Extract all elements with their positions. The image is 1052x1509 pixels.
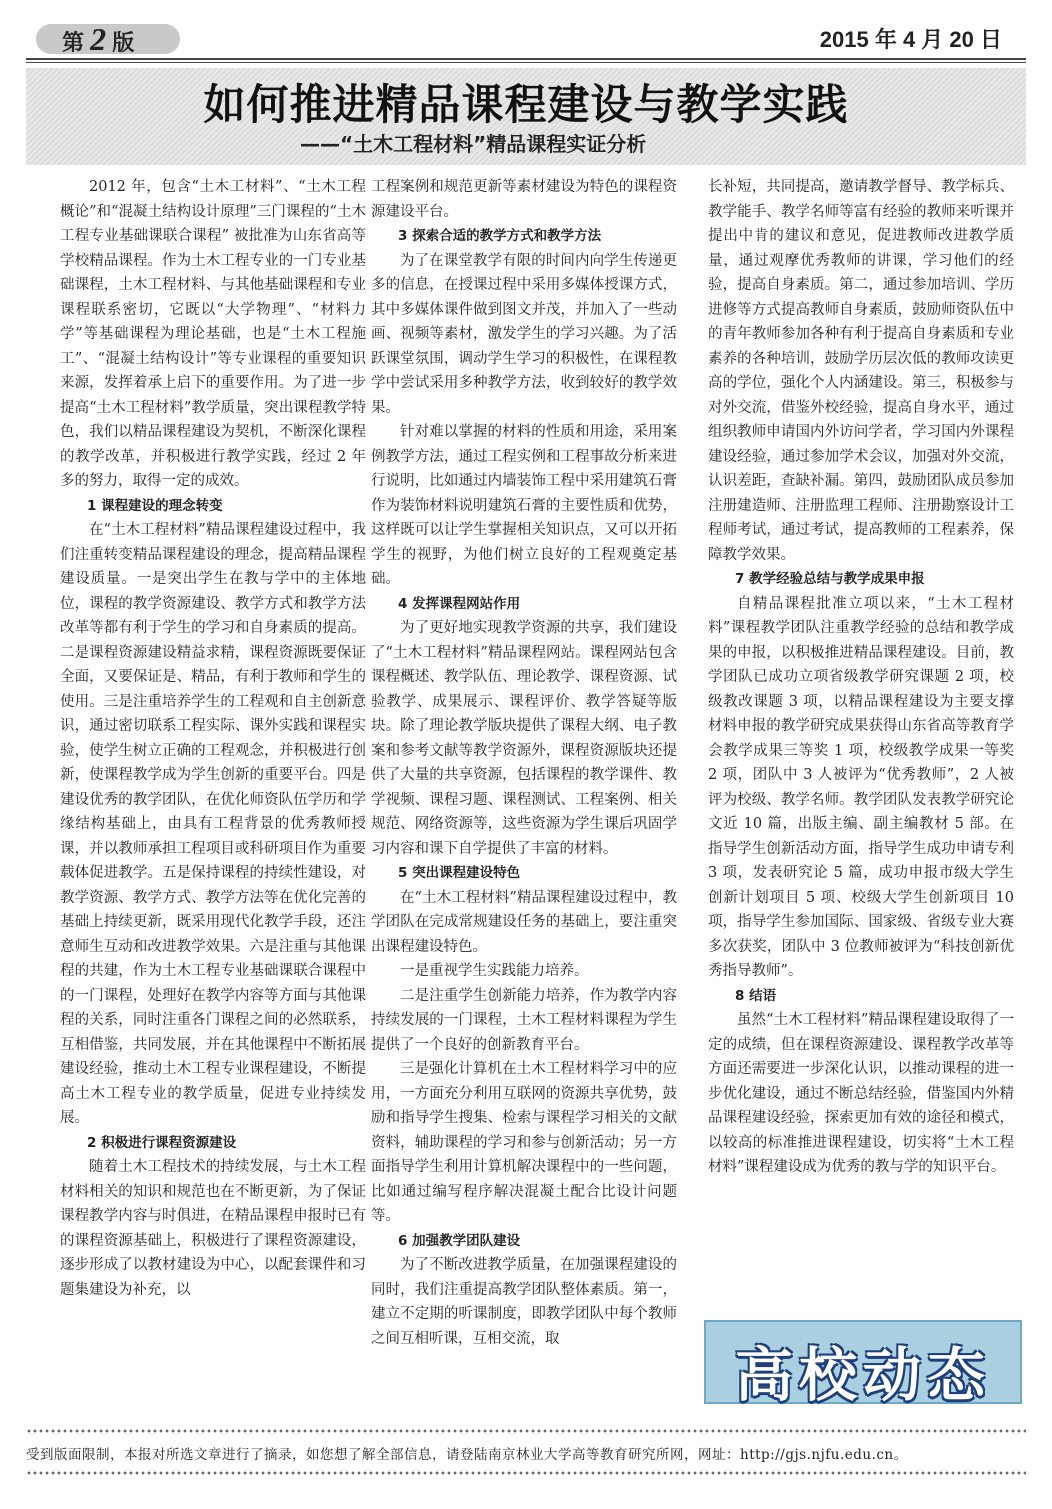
page-header [0, 0, 1052, 60]
section-heading-1: 1 课程建设的理念转变 [87, 497, 223, 514]
paragraph: 为了更好地实现教学资源的共享，我们建设了“土木工程材料”精品课程网站。课程网站包含课程概述、教学队伍、理论教学、课程资源、试验教学、成果展示、课程评价、教学答疑等版块。除了理论教学版块提供了课程大纲、电子教案和参考文献等教学资源外，课程资源版块还提供了大量的共享资源，包括课程的教学课件、教学视频、课程习题、课程测试、工程案例、相关规范、网络资源等，这些资源为学生课后巩固学习内容和课下自学提供了丰富的材料。 [371, 620, 677, 857]
article-subtitle: ——“土木工程材料”精品课程实证分析 [300, 132, 647, 156]
section-heading-5: 5 突出课程建设特色 [398, 865, 521, 881]
paragraph: 三是强化计算机在土木工程材料学习中的应用，一方面充分利用互联网的资源共享优势，鼓励和指导学生搜集、检索与课程学习相关的文献资料，辅助课程的学习和参与创新活动；另一方面指导学生利用计算机解决课程中的一些问题，比如通过编写程序解决混凝土配合比设计问题等。 [371, 1061, 677, 1224]
paragraph: 为了不断改进教学质量，在加强课程建设的同时，我们注重提高教学团队整体素质。第一，建立不定期的听课制度，即教学团队中每个教师之间互相听课，互相交流，取 [371, 1257, 677, 1347]
section-heading-4: 4 发挥课程网站作用 [398, 595, 521, 612]
paragraph: 自精品课程批准立项以来，“土木工程材料”课程教学团队注重教学经验的总结和教学成果的申报，以积极推进精品课程建设。目前，教学团队已成功立项省级教学研究课题 2 项，校级教改课题 3 项，以精品课程建设为主要支撑材料申报的教学研究成果获得山东省高等教育学会教学成果三等奖 1 项，校级教学成果一等奖 2 项，团队中 3 人被评为“优秀教师”，2 人被评为校级、教学名师。教学团队发表教学研究论文近 10 篇，出版主编、副主编教材 5 部。在指导学生创新活动方面，指导学生成功申请专利 3 项，发表研究论 5 篇，成功申报市级大学生创新计划项目 5 项、校级大学生创新项目 10 项，指导学生参加国际、国家级、省级专业大赛多次获奖，团队中 3 位教师被评为“科技创新优秀指导教师”。 [708, 595, 1014, 979]
edition-label: 第 2 版 [62, 21, 135, 57]
header-rule [26, 58, 1026, 60]
section-heading-2: 2 积极进行课程资源建设 [87, 1134, 237, 1151]
issue-date: 2015 年 4 月 20 日 [819, 27, 1002, 52]
header-rule-thin [26, 62, 1026, 63]
column-3 [708, 175, 1014, 1180]
section-heading-8: 8 结语 [735, 987, 777, 1004]
footer-divider-bottom [26, 1470, 1026, 1476]
paragraph: 在“土木工程材料”精品课程建设过程中，教学团队在完成常规建设任务的基础上，要注重突出课程建设特色。 [371, 889, 677, 955]
footer-divider [26, 1428, 1026, 1434]
paragraph: 长补短，共同提高，邀请教学督导、教学标兵、教学能手、教学名师等富有经验的教师来听课并提出中肯的建议和意见，促进教师改进教学质量，通过观摩优秀教师的讲课，学习他们的经验，提高自身素质。第二，通过参加培训、学历进修等方式提高教师自身素质，鼓励师资队伍中的青年教师参加各种有利于提高自身素质和专业素养的各种培训，鼓励学历层次低的教师攻读更高的学位，强化个人内涵建设。第三，积极参与对外交流，借鉴外校经验，提高自身水平，通过组织教师申请国内外访问学者，学习国内外课程建设经验，通过参加学术会议，加强对外交流，认识差距，查缺补漏。第四，鼓励团队成员参加注册建造师、注册监理工程师、注册勘察设计工程师考试，通过考试，提高教师的工程素养，保障教学效果。 [708, 179, 1014, 563]
logo-text: 高校动态 [734, 1341, 991, 1409]
edition-number: 2 [90, 21, 107, 57]
paragraph: 虽然“土木工程材料”精品课程建设取得了一定的成绩，但在课程资源建设、课程教学改革等方面还需要进一步深化认识，以推动课程的进一步优化建设，通过不断总结经验，借鉴国内外精品课程建设经验，探索更加有效的途径和模式，以较高的标准推进课程建设，切实将“土木工程材料”课程建设成为优秀的教与学的知识平台。 [708, 1012, 1014, 1175]
paragraph: 工程案例和规范更新等素材建设为特色的课程资源建设平台。 [371, 179, 677, 220]
section-heading-6: 6 加强教学团队建设 [398, 1232, 521, 1249]
paragraph: 为了在课堂教学有限的时间内向学生传递更多的信息，在授课过程中采用多媒体授课方式，其中多媒体课件做到图文并茂，并加入了一些动画、视频等素材，激发学生的学习兴趣。为了活跃课堂氛围，调动学生学习的积极性，在课程教学中尝试采用多种教学方法，收到较好的教学效果。 [371, 252, 677, 416]
paragraph: 在“土木工程材料”精品课程建设过程中，我们注重转变精品课程建设的理念，提高精品课程建设质量。一是突出学生在教与学中的主体地位，课程的教学资源建设、教学方式和教学方法改革等都有利于学生的学习和自身素质的提高。二是课程资源建设精益求精，课程资源既要保证全面，又要保证是、精品，有利于教师和学生的使用。三是注重培养学生的工程观和自主创新意识，通过密切联系工程实际、课外实践和课程实验，使学生树立正确的工程观念，并积极进行创新，使课程教学成为学生创新的重要平台。四是建设优秀的教学团队，在优化师资队伍学历和学缘结构基础上，由具有工程背景的优秀教师授课，并以教师承担工程项目或科研项目作为重要载体促进教学。五是保持课程的持续性建设，对教学资源、教学方式、教学方法等在优化完善的基础上持续更新，既采用现代化教学手段，还注意师生互动和改进教学效果。六是注重与其他课程的共建，作为土木工程专业基础课联合课程中的一门课程，处理好在教学内容等方面与其他课程的关系，同时注重各门课程之间的必然联系，互相借鉴，共同发展，并在其他课程中不断拓展建设经验，推动土木工程专业课程建设，不断提高土木工程专业的教学质量，促进专业持续发展。 [60, 522, 366, 1126]
column-1 [60, 175, 366, 1302]
article-title: 如何推进精品课程建设与教学实践 [203, 80, 849, 129]
column-2 [371, 175, 677, 1351]
paragraph: 针对难以掌握的材料的性质和用途，采用案例教学方法，通过工程实例和工程事故分析来进行说明，比如通过内墙装饰工程中采用建筑石膏作为装饰材料说明建筑石膏的主要性质和优势，这样既可以让学生掌握相关知识点，又可以开拓学生的视野，为他们树立良好的工程观奠定基础。 [371, 424, 677, 587]
paragraph: 一是重视学生实践能力培养。 [400, 963, 589, 979]
footer-note: 受到版面限制，本报对所选文章进行了摘录，如您想了解全部信息，请登陆南京林业大学高等教育研究所网，网址：http://gjs.njfu.edu.cn。 [26, 1447, 908, 1463]
gaoxiao-dongtai-logo [704, 1320, 1022, 1409]
paragraph: 2012 年，包含“土木工材料”、“土木工程概论”和“混凝土结构设计原理”三门课程的“土木工程专业基础课联合课程” 被批准为山东省高等学校精品课程。作为土木工程专业的一门专业基础课程，土木工程材料、与其他基础课程和专业课程联系密切，它既以“大学物理”、“材料力学”等基础课程为理论基础，也是“土木工程施工”、“混凝土结构设计”等专业课程的重要知识来源，发挥着承上启下的重要作用。为了进一步提高“土木工程材料”教学质量，突出课程教学特色，我们以精品课程建设为契机，不断深化课程的教学改革，并积极进行教学实践，经过 2 年多的努力，取得一定的成效。 [60, 179, 366, 489]
section-heading-7: 7 教学经验总结与教学成果申报 [735, 571, 925, 587]
section-heading-3: 3 探索合适的教学方式和教学方法 [398, 228, 602, 244]
paragraph: 随着土木工程技术的持续发展，与土木工程材料相关的知识和规范也在不断更新，为了保证课程教学内容与时俱进，在精品课程申报时已有的课程资源基础上，积极进行了课程资源建设，逐步形成了以教材建设为中心，以配套课件和习题集建设为补充，以 [60, 1159, 366, 1298]
paragraph: 二是注重学生创新能力培养，作为教学内容持续发展的一门课程，土木工程材料课程为学生提供了一个良好的创新教育平台。 [371, 987, 677, 1053]
